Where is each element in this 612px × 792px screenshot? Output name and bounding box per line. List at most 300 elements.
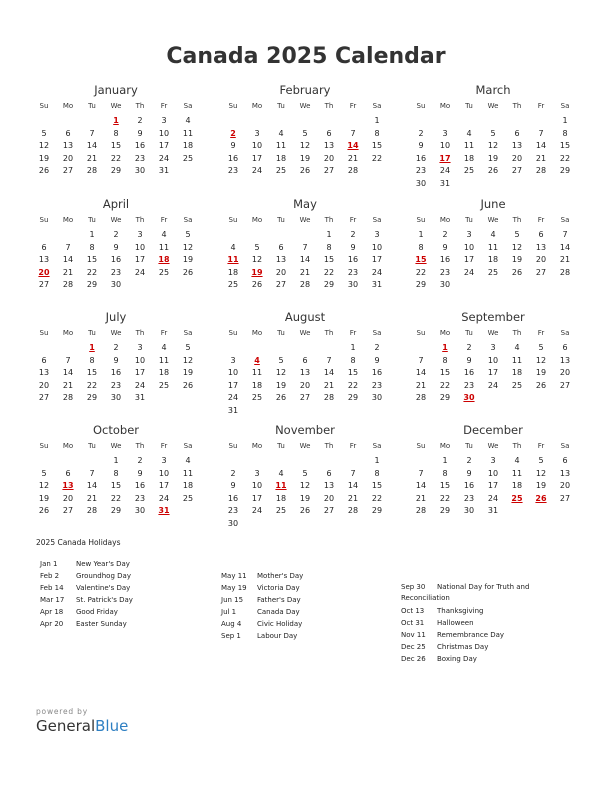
weekday-label: Fr xyxy=(349,216,357,224)
day-cell: 14 xyxy=(86,141,98,151)
day-cell: 11 xyxy=(158,242,170,252)
weekday-label: Tu xyxy=(88,216,96,224)
holiday-column xyxy=(401,582,552,665)
week-row xyxy=(32,229,200,242)
empty-cell xyxy=(32,342,56,355)
holiday-date: May 19 xyxy=(221,584,247,592)
weekday-label: Tu xyxy=(277,102,285,110)
weekday-label: We xyxy=(299,216,311,224)
day-cell: 8 xyxy=(326,242,332,252)
empty-cell xyxy=(341,405,365,418)
holiday-item xyxy=(40,618,191,630)
day-cell: 19 xyxy=(299,493,311,503)
weekday-label: Mo xyxy=(439,442,451,450)
holiday-day-cell: 25 xyxy=(511,493,523,503)
day-cell: 4 xyxy=(185,116,191,125)
empty-cell xyxy=(341,518,365,531)
day-cell: 3 xyxy=(161,116,167,125)
day-cell: 14 xyxy=(86,481,98,491)
day-cell: 8 xyxy=(350,355,356,365)
empty-cell xyxy=(176,279,200,292)
day-cell: 2 xyxy=(466,456,472,465)
day-cell: 17 xyxy=(251,493,263,503)
holiday-date: Apr 18 xyxy=(40,608,64,616)
holiday-name: National Day for Truth and Reconciliation xyxy=(401,583,530,602)
day-cell: 17 xyxy=(158,141,170,151)
empty-cell xyxy=(56,115,80,128)
weekday-label: Su xyxy=(39,216,49,224)
day-cell: 4 xyxy=(466,128,472,138)
weekday-label: Fr xyxy=(349,442,357,450)
weekday-label: Th xyxy=(324,442,334,450)
day-cell: 12 xyxy=(38,141,50,151)
day-cell: 10 xyxy=(134,242,146,252)
weekday-label: Th xyxy=(324,329,334,337)
day-cell: 15 xyxy=(86,368,98,378)
weekday-label: Mo xyxy=(439,102,451,110)
day-cell: 7 xyxy=(562,230,568,239)
week-row xyxy=(409,140,577,153)
week-row xyxy=(409,254,577,267)
empty-cell xyxy=(245,229,269,242)
weekday-header xyxy=(221,325,389,341)
day-cell: 27 xyxy=(299,393,311,403)
day-cell: 11 xyxy=(182,468,194,478)
day-cell: 17 xyxy=(134,255,146,265)
holiday-item xyxy=(401,653,552,665)
weekday-label: Tu xyxy=(465,329,473,337)
day-cell: 27 xyxy=(559,493,571,503)
day-cell: 15 xyxy=(371,141,383,151)
week-row xyxy=(221,355,389,368)
day-cell: 20 xyxy=(559,368,571,378)
holiday-name: Groundhog Day xyxy=(76,572,131,580)
day-cell: 28 xyxy=(415,506,427,516)
week-row xyxy=(32,355,200,368)
day-cell: 11 xyxy=(511,468,523,478)
holiday-date: Sep 1 xyxy=(221,632,241,640)
week-row xyxy=(32,128,200,141)
month-name: February xyxy=(279,83,331,97)
day-cell: 10 xyxy=(158,128,170,138)
day-cell: 22 xyxy=(86,380,98,390)
day-cell: 27 xyxy=(62,506,74,516)
day-cell: 9 xyxy=(137,128,143,138)
empty-cell xyxy=(32,115,56,128)
holiday-name: Canada Day xyxy=(257,608,300,616)
weekday-label: Th xyxy=(512,102,522,110)
month-october xyxy=(32,422,200,518)
day-cell: 29 xyxy=(347,393,359,403)
day-cell: 31 xyxy=(487,506,499,516)
empty-cell xyxy=(293,518,317,531)
weekday-label: Su xyxy=(228,216,238,224)
week-row xyxy=(409,367,577,380)
week-row xyxy=(221,480,389,493)
week-row xyxy=(221,392,389,405)
week-row xyxy=(32,115,200,128)
weekday-label: Th xyxy=(135,442,145,450)
day-cell: 12 xyxy=(487,141,499,151)
weekday-label: Su xyxy=(416,216,426,224)
day-cell: 3 xyxy=(137,230,143,239)
weekday-label: Th xyxy=(324,102,334,110)
day-cell: 6 xyxy=(302,355,308,365)
day-cell: 28 xyxy=(415,393,427,403)
day-cell: 10 xyxy=(158,468,170,478)
day-cell: 3 xyxy=(466,230,472,239)
weekday-label: Sa xyxy=(183,102,193,110)
empty-cell xyxy=(56,229,80,242)
holiday-name: Remembrance Day xyxy=(437,631,505,639)
week-row xyxy=(32,493,200,506)
holiday-name: Thanksgiving xyxy=(437,607,484,615)
weekday-label: Sa xyxy=(372,102,382,110)
holiday-item xyxy=(40,594,191,606)
day-cell: 1 xyxy=(113,456,119,465)
day-cell: 23 xyxy=(227,506,239,516)
day-cell: 29 xyxy=(371,506,383,516)
day-cell: 26 xyxy=(275,393,287,403)
day-cell: 6 xyxy=(278,242,284,252)
month-february xyxy=(221,82,389,178)
day-cell: 26 xyxy=(182,380,194,390)
day-cell: 24 xyxy=(158,493,170,503)
day-cell: 27 xyxy=(38,393,50,403)
day-cell: 26 xyxy=(511,267,523,277)
day-cell: 8 xyxy=(113,468,119,478)
day-cell: 31 xyxy=(158,166,170,176)
empty-cell xyxy=(269,518,293,531)
weekday-label: We xyxy=(487,329,499,337)
day-cell: 29 xyxy=(86,393,98,403)
day-cell: 7 xyxy=(65,355,71,365)
holiday-column xyxy=(221,570,372,642)
weekday-label: Su xyxy=(228,329,238,337)
day-cell: 23 xyxy=(227,166,239,176)
empty-cell xyxy=(409,342,433,355)
day-cell: 30 xyxy=(110,280,122,290)
empty-cell xyxy=(505,392,529,405)
day-cell: 7 xyxy=(65,242,71,252)
day-cell: 7 xyxy=(350,128,356,138)
day-cell: 16 xyxy=(371,368,383,378)
holiday-item xyxy=(40,582,191,594)
weekday-label: Sa xyxy=(372,329,382,337)
empty-cell xyxy=(457,279,481,292)
day-cell: 19 xyxy=(487,153,499,163)
day-cell: 17 xyxy=(487,368,499,378)
week-row xyxy=(409,455,577,468)
holiday-item xyxy=(401,629,552,641)
week-row xyxy=(221,128,389,141)
day-cell: 29 xyxy=(439,393,451,403)
holiday-name: Father's Day xyxy=(257,596,301,604)
day-cell: 9 xyxy=(466,355,472,365)
day-cell: 10 xyxy=(251,481,263,491)
empty-cell xyxy=(221,455,245,468)
weekday-label: Tu xyxy=(465,102,473,110)
empty-cell xyxy=(221,229,245,242)
day-cell: 10 xyxy=(439,141,451,151)
weekday-label: Mo xyxy=(251,442,263,450)
day-cell: 13 xyxy=(275,255,287,265)
weekday-label: Th xyxy=(512,442,522,450)
week-row xyxy=(32,468,200,481)
day-cell: 7 xyxy=(326,355,332,365)
empty-cell xyxy=(553,178,577,191)
holiday-date: Sep 30 xyxy=(401,583,426,591)
empty-cell xyxy=(529,505,553,518)
day-cell: 29 xyxy=(323,280,335,290)
day-cell: 24 xyxy=(134,267,146,277)
day-cell: 22 xyxy=(439,493,451,503)
day-cell: 1 xyxy=(89,230,95,239)
weekday-label: Sa xyxy=(183,442,193,450)
day-cell: 16 xyxy=(227,493,239,503)
day-cell: 11 xyxy=(275,141,287,151)
day-cell: 6 xyxy=(65,128,71,138)
empty-cell xyxy=(553,392,577,405)
empty-cell xyxy=(481,115,505,128)
day-cell: 21 xyxy=(299,267,311,277)
day-cell: 5 xyxy=(185,343,191,352)
day-cell: 5 xyxy=(254,242,260,252)
day-cell: 31 xyxy=(134,393,146,403)
day-cell: 21 xyxy=(559,255,571,265)
week-row xyxy=(221,493,389,506)
empty-cell xyxy=(529,178,553,191)
day-cell: 28 xyxy=(86,506,98,516)
day-cell: 3 xyxy=(490,456,496,465)
day-cell: 30 xyxy=(134,166,146,176)
weekday-label: We xyxy=(487,442,499,450)
weekday-header xyxy=(409,438,577,454)
week-row xyxy=(32,165,200,178)
empty-cell xyxy=(80,115,104,128)
day-cell: 23 xyxy=(415,166,427,176)
day-cell: 24 xyxy=(251,166,263,176)
holiday-item xyxy=(221,570,372,582)
week-row xyxy=(221,267,389,280)
holiday-name: Mother's Day xyxy=(257,572,304,580)
day-cell: 2 xyxy=(137,116,143,125)
day-cell: 19 xyxy=(535,368,547,378)
day-cell: 10 xyxy=(463,242,475,252)
day-cell: 28 xyxy=(559,267,571,277)
weekday-header xyxy=(409,325,577,341)
day-cell: 30 xyxy=(347,280,359,290)
empty-cell xyxy=(505,178,529,191)
day-cell: 2 xyxy=(466,343,472,352)
holiday-name: Halloween xyxy=(437,619,474,627)
day-cell: 20 xyxy=(511,153,523,163)
day-cell: 9 xyxy=(230,481,236,491)
day-cell: 24 xyxy=(371,267,383,277)
day-cell: 9 xyxy=(442,242,448,252)
weekday-label: Th xyxy=(512,329,522,337)
empty-cell xyxy=(457,115,481,128)
holiday-item xyxy=(401,641,552,653)
day-cell: 22 xyxy=(439,380,451,390)
week-row xyxy=(32,505,200,518)
day-cell: 22 xyxy=(347,380,359,390)
weekday-label: We xyxy=(299,329,311,337)
day-cell: 7 xyxy=(418,468,424,478)
day-cell: 13 xyxy=(62,141,74,151)
day-cell: 10 xyxy=(487,355,499,365)
week-row xyxy=(221,367,389,380)
holiday-day-cell: 1 xyxy=(442,343,448,352)
holiday-name: Good Friday xyxy=(76,608,118,616)
holiday-day-cell: 26 xyxy=(535,493,547,503)
holiday-day-cell: 14 xyxy=(347,141,359,151)
day-cell: 20 xyxy=(559,481,571,491)
weekday-label: Su xyxy=(39,329,49,337)
day-cell: 5 xyxy=(538,456,544,465)
day-cell: 15 xyxy=(110,481,122,491)
brand-logo[interactable] xyxy=(36,707,128,735)
day-cell: 15 xyxy=(86,255,98,265)
day-cell: 27 xyxy=(535,267,547,277)
day-cell: 5 xyxy=(185,230,191,239)
week-row xyxy=(409,178,577,191)
day-cell: 24 xyxy=(439,166,451,176)
day-cell: 29 xyxy=(86,280,98,290)
holiday-date: Apr 20 xyxy=(40,620,64,628)
week-row xyxy=(221,342,389,355)
week-row xyxy=(221,153,389,166)
weekday-label: Th xyxy=(512,216,522,224)
empty-cell xyxy=(529,279,553,292)
holiday-date: Feb 14 xyxy=(40,584,64,592)
day-cell: 1 xyxy=(442,456,448,465)
day-cell: 21 xyxy=(323,380,335,390)
holiday-day-cell: 4 xyxy=(254,355,260,365)
empty-cell xyxy=(176,392,200,405)
weekday-label: We xyxy=(487,216,499,224)
day-cell: 11 xyxy=(511,355,523,365)
day-cell: 16 xyxy=(463,481,475,491)
holiday-date: Oct 13 xyxy=(401,607,425,615)
week-row xyxy=(409,115,577,128)
empty-cell xyxy=(529,115,553,128)
day-cell: 6 xyxy=(41,242,47,252)
empty-cell xyxy=(269,342,293,355)
week-row xyxy=(409,392,577,405)
day-cell: 20 xyxy=(299,380,311,390)
day-cell: 3 xyxy=(230,355,236,365)
week-row xyxy=(221,405,389,418)
day-cell: 28 xyxy=(323,393,335,403)
day-cell: 14 xyxy=(62,255,74,265)
day-cell: 20 xyxy=(275,267,287,277)
weekday-label: Mo xyxy=(251,102,263,110)
weekday-label: Tu xyxy=(88,329,96,337)
day-cell: 12 xyxy=(182,355,194,365)
day-cell: 8 xyxy=(374,468,380,478)
day-cell: 24 xyxy=(487,493,499,503)
holiday-date: Jun 15 xyxy=(221,596,244,604)
holiday-day-cell: 19 xyxy=(251,267,263,277)
day-cell: 22 xyxy=(371,493,383,503)
holiday-day-cell: 17 xyxy=(439,153,451,163)
month-name: November xyxy=(275,423,335,437)
day-cell: 23 xyxy=(134,153,146,163)
day-cell: 28 xyxy=(535,166,547,176)
day-cell: 13 xyxy=(38,255,50,265)
day-cell: 20 xyxy=(62,493,74,503)
empty-cell xyxy=(128,279,152,292)
day-cell: 25 xyxy=(511,380,523,390)
week-row xyxy=(409,355,577,368)
day-cell: 28 xyxy=(299,280,311,290)
day-cell: 24 xyxy=(158,153,170,163)
month-june xyxy=(409,196,577,292)
day-cell: 11 xyxy=(463,141,475,151)
week-row xyxy=(221,242,389,255)
weekday-label: Tu xyxy=(88,102,96,110)
month-name: April xyxy=(102,197,130,211)
holiday-day-cell: 11 xyxy=(227,255,239,265)
day-cell: 6 xyxy=(562,343,568,352)
empty-cell xyxy=(269,115,293,128)
day-cell: 6 xyxy=(326,128,332,138)
week-row xyxy=(221,115,389,128)
empty-cell xyxy=(32,455,56,468)
weekday-label: Fr xyxy=(537,442,545,450)
day-cell: 6 xyxy=(41,355,47,365)
day-cell: 12 xyxy=(535,355,547,365)
day-cell: 19 xyxy=(38,153,50,163)
day-cell: 20 xyxy=(323,153,335,163)
weekday-label: Sa xyxy=(560,216,570,224)
week-row xyxy=(221,505,389,518)
empty-cell xyxy=(317,518,341,531)
empty-cell xyxy=(152,279,176,292)
day-cell: 14 xyxy=(347,481,359,491)
day-cell: 16 xyxy=(347,255,359,265)
day-cell: 10 xyxy=(134,355,146,365)
day-cell: 21 xyxy=(86,153,98,163)
day-cell: 5 xyxy=(514,230,520,239)
day-cell: 20 xyxy=(38,380,50,390)
holiday-column xyxy=(40,558,191,630)
week-row xyxy=(32,367,200,380)
month-name: October xyxy=(92,423,140,437)
empty-cell xyxy=(245,405,269,418)
day-cell: 9 xyxy=(374,355,380,365)
day-cell: 24 xyxy=(487,380,499,390)
weekday-label: Th xyxy=(135,102,145,110)
day-cell: 21 xyxy=(535,153,547,163)
day-cell: 29 xyxy=(559,166,571,176)
day-cell: 23 xyxy=(347,267,359,277)
day-cell: 22 xyxy=(323,267,335,277)
empty-cell xyxy=(365,405,389,418)
holiday-date: Dec 26 xyxy=(401,655,426,663)
empty-cell xyxy=(481,178,505,191)
empty-cell xyxy=(176,505,200,518)
day-cell: 17 xyxy=(134,368,146,378)
week-row xyxy=(409,505,577,518)
day-cell: 2 xyxy=(137,456,143,465)
empty-cell xyxy=(529,392,553,405)
weekday-label: Fr xyxy=(160,442,168,450)
week-row xyxy=(221,468,389,481)
holiday-item xyxy=(40,558,191,570)
day-cell: 12 xyxy=(535,468,547,478)
